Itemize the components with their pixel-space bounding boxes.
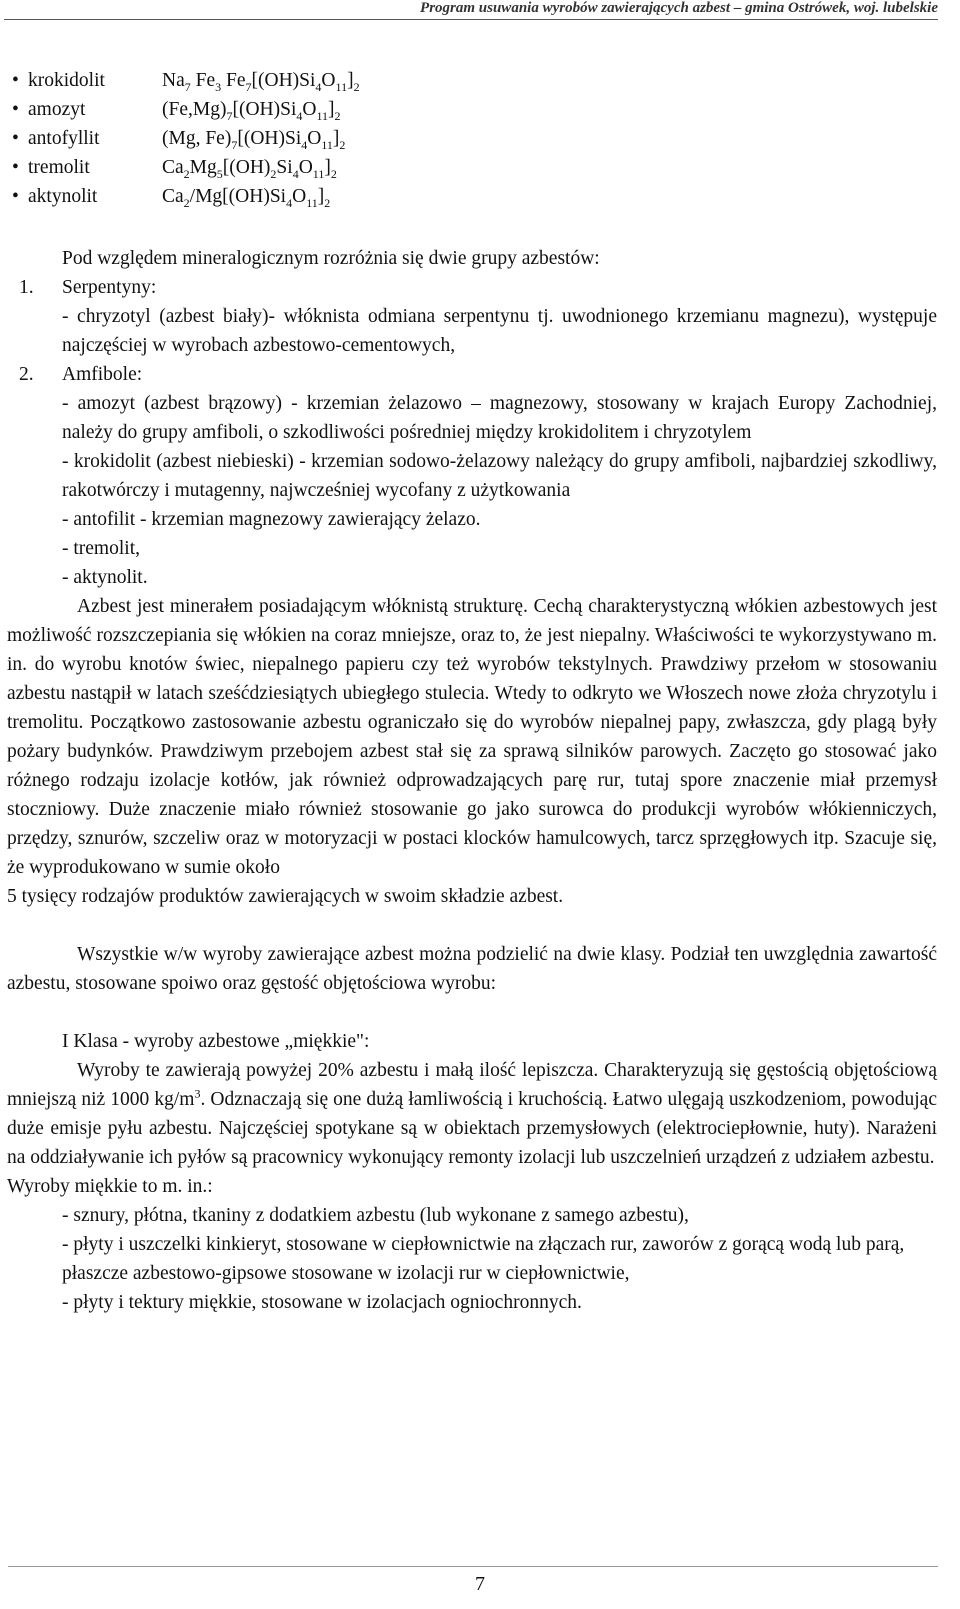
class-1-paragraph — [7, 1056, 937, 1172]
group-2-number: 2. — [19, 364, 34, 385]
formula-part: /Mg[(OH)Si — [189, 186, 287, 207]
groups-intro: Pod względem mineralogicznym rozróżnia się dwie grupy azbestów: — [62, 248, 600, 269]
soft-products-intro: Wyroby miękkie to m. in.: — [7, 1176, 213, 1197]
page-body — [7, 66, 937, 1317]
formula-subscript: 7 — [231, 137, 238, 152]
mineral-formula — [162, 66, 360, 95]
formula-part: Mg — [189, 157, 217, 178]
formula-part: (Mg, Fe) — [162, 128, 232, 149]
formula-part: ] — [324, 157, 331, 178]
formula-subscript: 3 — [215, 79, 222, 94]
mineral-name: amozyt — [28, 99, 86, 120]
formula-part: ] — [317, 186, 325, 207]
footer-rule — [8, 1566, 938, 1567]
formula-subscript: 2 — [183, 195, 190, 210]
formula-subscript: 4 — [301, 137, 308, 152]
formula-subscript: 2 — [330, 166, 337, 181]
formula-part: ] — [347, 70, 354, 91]
formula-subscript: 2 — [324, 195, 331, 210]
formula-subscript: 2 — [353, 79, 360, 94]
formula-part: ] — [328, 99, 335, 120]
formula-subscript: 4 — [296, 108, 303, 123]
mineral-formula — [162, 124, 345, 153]
formula-subscript: 2 — [270, 166, 277, 181]
formula-part: O — [307, 128, 322, 149]
formula-subscript: 2 — [339, 137, 346, 152]
formula-subscript: 5 — [216, 166, 223, 181]
mineral-row — [7, 153, 937, 182]
formula-part: Ca — [162, 157, 184, 178]
formula-part: Na — [162, 70, 185, 91]
formula-subscript: 11 — [321, 137, 333, 152]
mineral-row — [7, 182, 937, 211]
soft-product-1: - sznury, płótna, tkaniny z dodatkiem azbestu (lub wykonane z samego azbestu), — [62, 1205, 689, 1226]
page-number: 7 — [475, 1573, 485, 1595]
soft-product-3: płaszcze azbestowo-gipsowe stosowane w izolacji rur w ciepłownictwie, — [62, 1263, 630, 1284]
formula-subscript: 7 — [245, 79, 252, 94]
formula-part: O — [321, 70, 336, 91]
formula-subscript: 11 — [335, 79, 348, 94]
bullet-icon: • — [12, 186, 19, 207]
group-2-item-antofilit: - antofilit - krzemian magnezowy zawierający żelazo. — [62, 509, 481, 530]
formula-subscript: 11 — [306, 195, 318, 210]
formula-subscript: 7 — [184, 79, 191, 94]
soft-product-4: - płyty i tektury miękkie, stosowane w izolacjach ogniochronnych. — [62, 1292, 582, 1313]
mineral-formula — [162, 153, 337, 182]
mineral-name: krokidolit — [28, 70, 105, 91]
header-rule — [4, 19, 938, 20]
class-1-text-a: Wyroby te zawierają powyżej 20% azbestu i małą ilość lepiszcza. Charakteryzują się gęstością objętościową mniejszą niż 1000 kg/m — [7, 1060, 937, 1110]
formula-subscript: 4 — [315, 79, 322, 94]
mineral-row — [7, 124, 937, 153]
formula-part: O — [302, 99, 317, 120]
formula-subscript: 2 — [183, 166, 190, 181]
bullet-icon: • — [12, 157, 19, 178]
formula-part: Si — [276, 157, 293, 178]
bullet-icon: • — [12, 128, 19, 149]
mineral-formula — [162, 182, 330, 211]
mineral-formula — [162, 95, 341, 124]
class-1-text-b: . Odznaczają się one dużą łamliwością i kruchością. Łatwo ulęgają uszkodzeniom, powodując duże emisje pyłu azbestu. Najczęściej spotykane są w obiektach przemysłowych (elektrociepłownie, huty). Narażeni na oddziaływanie ich pyłów są pracownicy wykonujący remonty izolacji lub uszczelnień urządzeń z udziałem azbestu. — [7, 1089, 937, 1168]
group-2-item-tremolit: - tremolit, — [62, 538, 140, 559]
formula-part: Fe — [221, 70, 246, 91]
bullet-icon: • — [12, 99, 19, 120]
group-1-heading — [7, 273, 937, 302]
formula-part: O — [298, 157, 313, 178]
formula-part: Fe — [190, 70, 216, 91]
group-1-item: - chryzotyl (azbest biały)- włóknista odmiana serpentynu tj. uwodnionego krzemianu magnezu), występuje najczęściej w wyrobach azbestowo-cementowych, — [62, 306, 937, 356]
group-1-number: 1. — [19, 277, 34, 298]
formula-part: ] — [332, 128, 340, 149]
formula-subscript: 2 — [334, 108, 341, 123]
history-paragraph-end: 5 tysięcy rodzajów produktów zawierających w swoim składzie azbest. — [7, 886, 564, 907]
group-1-title: Serpentyny: — [62, 277, 157, 298]
formula-part: (Fe,Mg) — [162, 99, 227, 120]
formula-part: O — [292, 186, 307, 207]
formula-part: [(OH) — [222, 157, 271, 178]
group-2-item-amozyt: - amozyt (azbest brązowy) - krzemian żelazowo – magnezowy, stosowany w krajach Europy Zachodniej, należy do grupy amfiboli, o szkodliwości pośredniej między krokidolitem i chryzotylem — [62, 393, 937, 443]
formula-part: [(OH)Si — [237, 128, 302, 149]
group-2-item-krokidolit: - krokidolit (azbest niebieski) - krzemian sodowo-żelazowy należący do grupy amfiboli, najbardziej szkodliwy, rakotwórczy i mutagenny, najwcześniej wycofany z użytkowania — [62, 451, 937, 501]
formula-subscript: 11 — [316, 108, 329, 123]
mineral-name: aktynolit — [28, 186, 98, 207]
group-2-heading — [7, 360, 937, 389]
bullet-icon: • — [12, 70, 19, 91]
group-2-item-aktynolit: - aktynolit. — [62, 567, 148, 588]
mineral-name: tremolit — [28, 157, 90, 178]
mineral-name: antofyllit — [28, 128, 100, 149]
class-1-sup: 3 — [194, 1086, 201, 1101]
class-1-title: I Klasa - wyroby azbestowe „miękkie": — [62, 1031, 370, 1052]
formula-part: [(OH)Si — [232, 99, 297, 120]
page-header — [0, 0, 960, 18]
minerals-list — [7, 66, 937, 211]
formula-subscript: 4 — [292, 166, 299, 181]
formula-part: [(OH)Si — [251, 70, 316, 91]
mineral-row — [7, 95, 937, 124]
soft-product-2: - płyty i uszczelki kinkieryt, stosowane w ciepłownictwie na złączach rur, zaworów z gorącą wodą lub parą, — [62, 1234, 905, 1255]
mineral-row — [7, 66, 937, 95]
formula-subscript: 4 — [286, 195, 293, 210]
history-paragraph: Azbest jest minerałem posiadającym włóknistą strukturę. Cechą charakterystyczną włókien azbestowych jest możliwość rozszczepiania się włókien na coraz mniejsze, oraz to, że jest niepalny. Właściwości te wykorzystywano m. in. do wyrobu knotów świec, niepalnego papieru czy też wyrobów tekstylnych. Prawdziwy przełom w stosowaniu azbestu nastąpił w latach sześćdziesiątych ubiegłego stulecia. Wtedy to odkryto we Włoszech nowe złoża chryzotylu i tremolitu. Początkowo zastosowanie azbestu ograniczało się do wyrobów niepalnej papy, zwłaszcza, gdy plagą były pożary budynków. Prawdziwym przebojem azbest stał się za sprawą silników parowych. Zaczęto go stosować jako różnego rodzaju izolacje kotłów, jak również odprowadzających parę rur, tutaj spore znaczenie miał przemysł stoczniowy. Duże znaczenie miało również stosowanie go jako surowca do produkcji wyrobów włókienniczych, przędzy, sznurów, szczeliw oraz w motoryzacji w postaci klocków hamulcowych, tarcz sprzęgłowych itp. Szacuje się, że wyprodukowano w sumie około — [7, 596, 937, 878]
group-2-title: Amfibole: — [62, 364, 143, 385]
classes-paragraph: Wszystkie w/w wyroby zawierające azbest można podzielić na dwie klasy. Podział ten uwzględnia zawartość azbestu, stosowane spoiwo oraz gęstość objętościowa wyrobu: — [7, 944, 937, 994]
formula-subscript: 7 — [226, 108, 233, 123]
formula-subscript: 11 — [312, 166, 325, 181]
header-title: Program usuwania wyrobów zawierających azbest – gmina Ostrówek, woj. lubelskie — [420, 0, 938, 16]
formula-part: Ca — [162, 186, 184, 207]
